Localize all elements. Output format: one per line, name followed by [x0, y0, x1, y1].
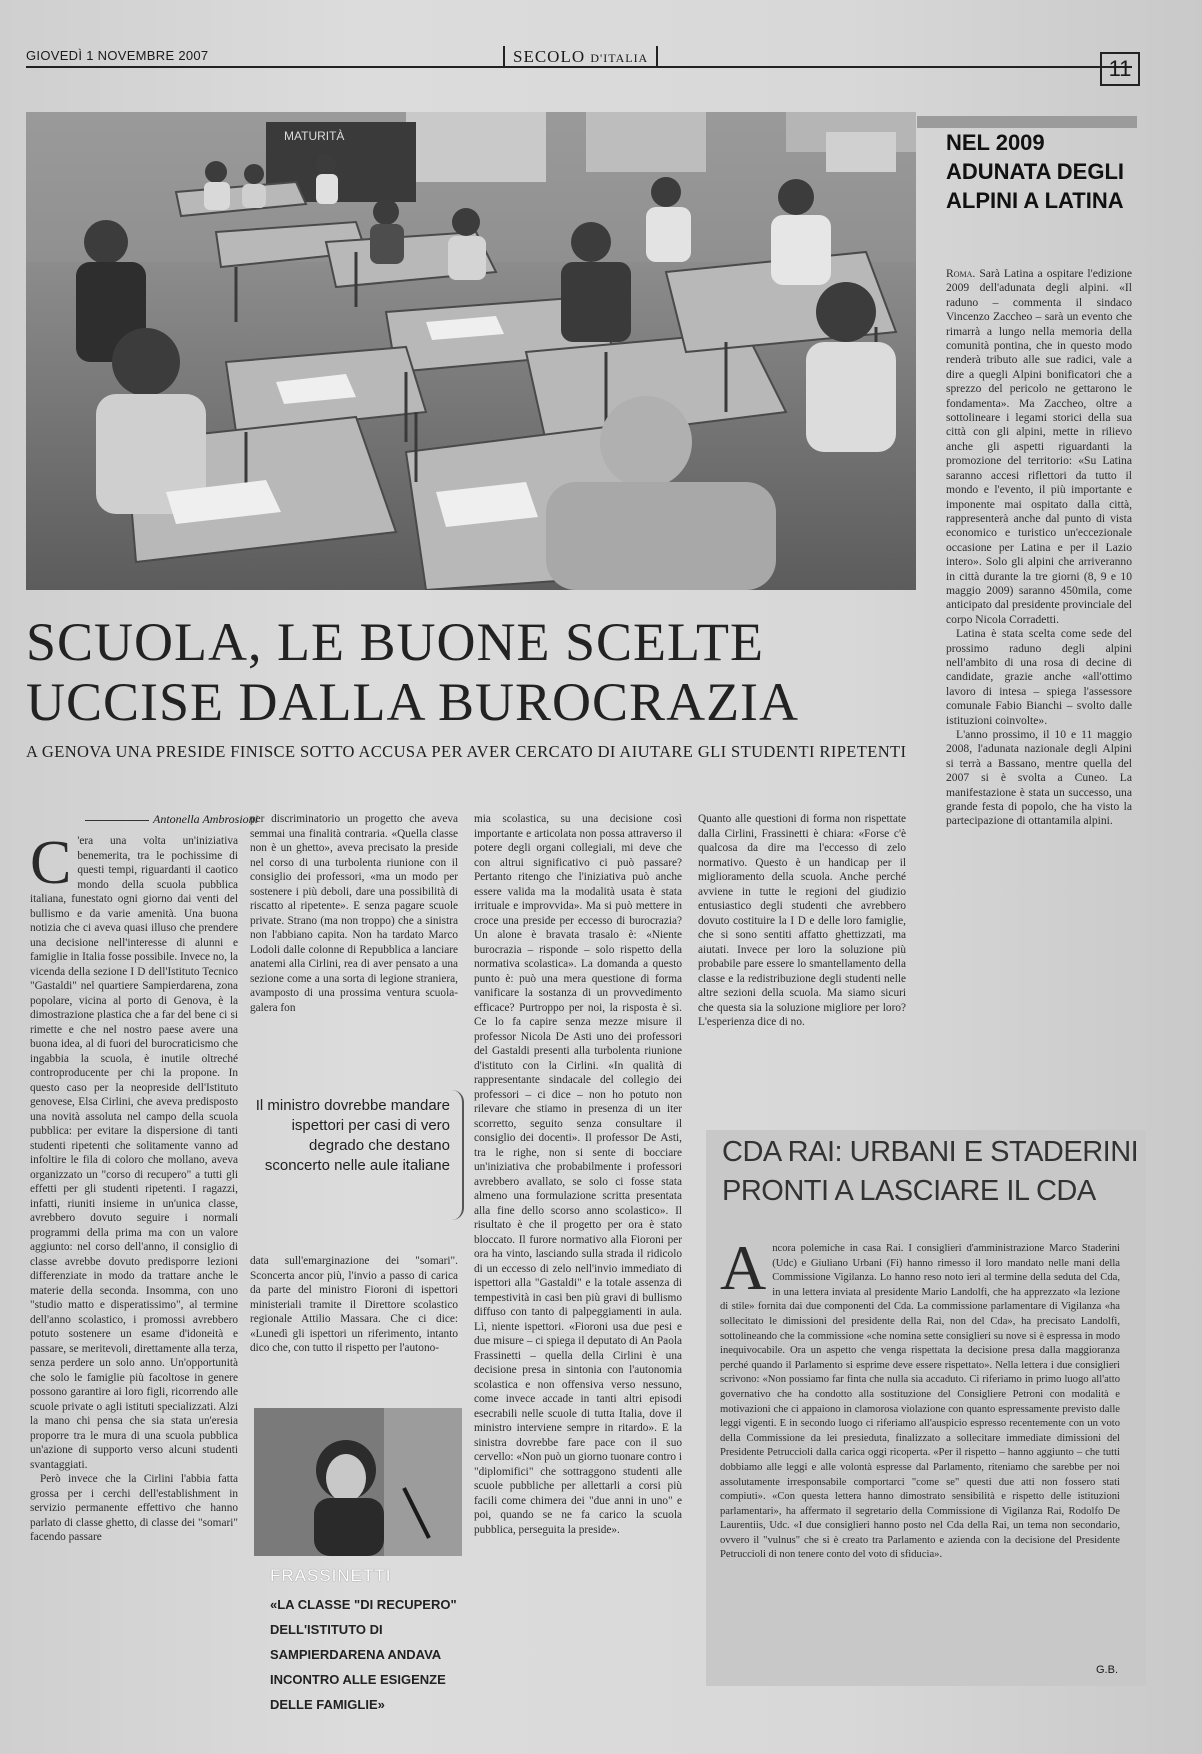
article-col3-text: mia scolastica, su una decisione così importante e articolata non possa attraverso il potere degli organi collegiali, mi deve che con altrui significativo ci può passare? Pertanto ritengo che l'iniziativa può anche essere valida ma la modalità usata è stata irrituale e improvvida». Ma si può mettere in croce una preside per eccesso di burocrazia? Un alone è bravata trasalo è: «Niente burocrazia – risponde – solo rispetto della normativa scolastica». La domanda a questo punto è: può una mera questione di forma vanificare la sostanza di un provvedimento efficace? Purtroppo per noi, la risposta è sì. Ce lo fa capire senza mezze misure il professor Nicola De Asti uno dei professori del Gastaldi presenti alla turbolenta riunione d'istituto con la Cirlini. «In qualità di rappresentante sindacale del collegio dei professori – ci dice – non ho potuto non rilevare che stiamo in presenza di un iter scorretto, seguito senza consultare il consiglio dei docenti». Il professor De Asti, tra le righe, non si sente di bocciare un'iniziativa che probabilmente i professori avrebbero avallato, se solo ci fosse stata almeno una formulazione scritta presentata alla fine dello scorso anno scolastico». Il risultato è che il progetto per ora è stato bloccato. Il furore normativo alla Fioroni per ora ha vinto, lasciando sulla strada il ridicolo di un eccesso di zelo nell'invio immediato di ispettori alla "Gastaldi" e la totale assenza di tempestività in casi ben più gravi di bullismo diffuso con tanto di palpeggiamenti in aula. Lì, niente ispettori. «Fioroni usa due pesi e due misure – ci spiega il deputato di An Paola Frassinetti – quella della Cirlini è una decisione presa in sintonia con l'autonomia scolastica e non offensiva verso nessuno, come invece accade in tanti altri episodi esecrabili nelle scuole di tutta Italia, dove il ministro interviene sempre in ritardo». E la sinistra dovrebbe fare pace con il suo cervello: «Non può un giorno tuonare contro i "diplomifici" che sottraggono studenti alle scuole pubbliche per allettarli a corsi più facili come chimera dei "due anni in uno" e poi, quando se ne fa carico la scuola pubblica, perseguita la preside».: [474, 813, 682, 1536]
page-number: 11: [1100, 52, 1140, 86]
frassinetti-quote: «LA CLASSE "DI RECUPERO" DELL'ISTITUTO DI SAMPIERDARENA ANDAVA INCONTRO ALLE ESIGENZE DELLE FAMIGLIE»: [270, 1597, 457, 1712]
publication-suffix: D'ITALIA: [590, 51, 649, 65]
article-column-2-top: [250, 812, 458, 1015]
byline-name: Antonella Ambrosioni: [153, 812, 258, 826]
pull-quote-bracket: [452, 1090, 464, 1220]
frassinetti-portrait: [254, 1408, 462, 1556]
article-col1-text: 'era una volta un'iniziativa benemerita, tra le pochissime di questi tempi, riguardanti il caotico mondo della scuola pubblica italiana, funestato ogni giorno dai venti del bullismo e da varie amenità. Una buona notizia che ci aveva quasi illuso che prendere una decisione nell'interesse di alunni e famiglie in Italia fosse possibile. Invece no, la vicenda della sezione I D dell'Istituto Tecnico "Gastaldi" nel quartiere Sampierdarena, zona popolare, vicina al porto di Genova, è la dimostrazione plastica che a far del bene ci si rimette e che nel nostro paese avere una buona idea, al di fuori del burocraticismo che ingabbia la scuola, è inutile oltreché controproducente per chi la propone. In questo caso per la neopreside dell'Istituto genovese, Elsa Cirlini, che aveva predisposto una novità assoluta nel campo della scuola pubblica: per evitare la dispersione di tanti studenti ripetenti che solitamente vanno ad infoltire le fila di coloro che mollano, aveva organizzato un "corso di recupero" a tutti gli effetti per gli studenti ripetenti. I ragazzi, infatti, riuniti insieme in un'unica classe, avrebbero dovuto seguire i normali programmi della prima ma con un valore aggiunto: nel corso dell'anno, il consiglio di classe avrebbe dovuto predisporre lezioni differenziate in modo da trattare anche le materie della seconda. Insomma, con uno "studio matto e disperatissimo", al termine dell'anno scolastico, i promossi avrebbero potuto sostenere un esame d'idoneità e passare, se meritevoli, direttamente alla terza, senza perdere un solo anno. Un'opportunità che solo le famiglie più facoltose in genere possono garantire ai loro figli, ricorrendo alle scuole private o agli istituti specializzati. Alzi la mano chi pensa che sia stata un'eresia proporre tra le mura di una scuola pubblica un'azione di supporto verso alcuni studenti svantaggiati.: [30, 835, 238, 1471]
sidebar-article: [946, 267, 1132, 829]
cda-signature: G.B.: [1096, 1664, 1119, 1676]
frassinetti-name: FRASSINETTI: [270, 1566, 392, 1585]
sidebar-text-1: . Sarà Latina a ospitare l'edizione 2009 dell'adunata degli alpini. «Il raduno – commenta il sindaco Vincenzo Zaccheo – sarà un evento che rimarrà a lungo nella memoria della comunità pontina, che in questo modo renderà tributo alle sue radici, vale a dire a quegli Alpini bonificatori che a sprezzo del pericolo ne gettarono le fondamenta». Ma Zaccheo, oltre a sottolineare i legami storici della sua città con gli alpini, mette in rilievo anche gli aspetti riguardanti la promozione del territorio: «Su Latina saranno accesi riflettori da tutto il mondo e l'evento, il più importante e imponente mai ospitato dalla città, rappresenterà anche dal punto di vista economico e turistico un'eccezionale occasione per Latina e per il Lazio intero». Solo gli alpini che arriveranno in città durante la tre giorni (8, 9 e 10 maggio 2009) saranno 450mila, come anticipato dal presidente provinciale del corpo Nicola Corradetti.: [946, 267, 1132, 626]
article-col4-text: Quanto alle questioni di forma non rispettate dalla Cirlini, Frassinetti è chiara: «Forse c'è qualcosa da dire ma l'eccesso di zelo normativo. Questo è un handicap per il miglioramento della scuola. Anche perché avviene in tutte le regioni del giudizio entusiastico degli studenti che avrebbero dovuto costituire la I D e delle loro famiglie, che si sono sentiti affatto ghettizzati, ma aiutati. Invece per loro la soluzione più probabile pare essere lo smantellamento della classe e la redistribuzione degli studenti nelle altre sezioni della scuola. Ma siamo sicuri che questa sia la soluzione migliore per loro? L'esperienza dice di no.: [698, 813, 906, 1028]
article-column-3: [474, 812, 682, 1537]
cda-rai-article: [720, 1232, 1120, 1563]
article-deck: A GENOVA UNA PRESIDE FINISCE SOTTO ACCUSA PER AVER CERCATO DI AIUTARE GLI STUDENTI RIPETENTI: [26, 742, 907, 761]
article-headline: [26, 612, 916, 732]
frassinetti-photo: [254, 1408, 462, 1556]
headline-line-2: UCCISE DALLA BUROCRAZIA: [26, 672, 800, 732]
sidebar-paragraph-2: Latina è stata scelta come sede del prossimo raduno degli alpini nell'ambito di una rosa di decine di candidate, grazie anche «all'ottimo lavoro di intesa – spiega l'assessore comunale Fabio Bianchi – svolto dalle istituzioni coinvolte».: [946, 627, 1132, 727]
sidebar-headline: NEL 2009 ADUNATA DEGLI ALPINI A LATINA: [946, 130, 1125, 213]
classroom-photo: [26, 112, 916, 590]
headline-line-1: SCUOLA, LE BUONE SCELTE: [26, 612, 765, 672]
article-column-1: [30, 829, 238, 1545]
blackboard-text: MATURITÀ: [284, 129, 345, 143]
header-date: GIOVEDÌ 1 NOVEMBRE 2007: [26, 48, 209, 63]
article-dropcap: C: [30, 829, 72, 897]
article-col2-text-b: data sull'emarginazione dei "somari". Sconcerta ancor più, l'invio a passo di carica da parte del ministro Fioroni di ispettori ministeriali tramite il Direttore scolastico regionale Attilio Massara. Che ci dice: «Lunedì gli ispettori un riferimento, intanto dico che, con tutto il rispetto per l'autono-: [250, 1255, 458, 1354]
cda-rai-headline: CDA RAI: URBANI E STADERINI PRONTI A LASCIARE IL CDA: [722, 1136, 1139, 1207]
cda-rai-text: ncora polemiche in casa Rai. I consiglieri d'amministrazione Marco Staderini (Udc) e Giuliano Urbani (Fi) hanno rimesso il loro mandato nelle mani della Commissione Vigilanza. Lo hanno reso noto ieri al termine della seduta del Cda, in una lettera inviata al presidente Mario Landolfi, che ha apprezzato «la lezione di stile» fornita dai due componenti del Cda. La commissione parlamentare di Vigilanza «ha sollecitato le dimissioni del presidente della Rai, non del Cda», ha precisato Landolfi, sottolineando che la commissione «che nomina sette consiglieri su nove si è espressa in modo inequivocabile. Ora un aspetto che venga rispettata la decisione presa dalla maggioranza perché quando il Parlamento si esprime deve essere rispettato». Nella lettera i due consiglieri scrivono: «Non possiamo far finta che nulla sia accaduto. Ci riferiamo in primo luogo all'atto governativo che ha condotto alla sostituzione del Consigliere Petroni con modalità e motivazioni che ci appaiono in clamorosa violazione con quanto espressamente previsto dalle leggi vigenti. E in secondo luogo ci riferiamo all'auspicio espresso recentemente con un voto della Commissione da lei presieduta, finalizzato a sollecitare immediate dimissioni del Presidente Petruccioli dalla carica oggi ricoperta. «Per il rispetto – hanno aggiunto – che tutti dobbiamo alle leggi e alle volontà espresse dal Parlamento, riteniamo che sarebbe per noi assolutamente irresponsabile comportarci "come se" questi due atti non fossero stati compiuti». «Con questa lettera hanno dimostrato sensibilità e rispetto delle istituzioni parlamentari», ha affermato il segretario della Commissione di Vigilanza Rai, Rodolfo De Laurentiis, Udc. «I due consiglieri hanno posto nel Cda della Rai, un tema non secondario, ovvero il "vulnus" che si è creato tra Parlamento e azienda con la decisione del Presidente Petruccioli di non tenere conto del voto di sfiducia».: [720, 1243, 1120, 1561]
classroom-illustration: [26, 112, 916, 590]
pull-quote: Il ministro dovrebbe mandare ispettori per casi di vero degrado che destano sconcerto nelle aule italiane: [255, 1097, 450, 1174]
article-col1-text-b: Però invece che la Cirlini l'abbia fatta grossa per i cerchi dell'establishment in servizio permanente effettivo che hanno parlato di classe ghetto, di classe dei "somari" facendo passare: [30, 1473, 238, 1543]
cda-dropcap: A: [720, 1232, 767, 1303]
sidebar-paragraph-3: L'anno prossimo, il 10 e 11 maggio 2008, l'adunata nazionale degli Alpini si terrà a Bassano, mentre quella del 2007 si è svolta a Cuneo. La manifestazione è stata un successo, una grande festa di popolo, che ha visto la partecipazione di ottantamila alpini.: [946, 728, 1132, 828]
sidebar-dateline: Roma: [946, 267, 973, 280]
article-column-2-bottom: [250, 1254, 458, 1356]
article-column-4: [698, 812, 906, 1030]
article-byline: [68, 812, 258, 827]
publication-title: SECOLO: [513, 47, 586, 66]
publication-name: [503, 46, 658, 68]
sidebar-paragraph-1: [946, 267, 1132, 627]
article-col2-text-a: per discriminatorio un progetto che aveva semmai una finalità contraria. «Quella classe non è un ghetto», aveva precisato la preside nel corso di una turbolenta riunione con il consiglio dei professori, «ma un modo per sostenere i più deboli, dare una possibilità di riscatto al ripetente». E senza pagare scuole private. Strano (ma non troppo) che a sinistra non l'abbiano capita. Non ha tardato Marco Lodoli dalle colonne di Repubblica a lanciare anatemi alla Cirlini, rea di aver pensato a una sezione come a una sorta di legione straniera, avamposto di una prossima ventura scuola-galera fon: [250, 813, 458, 1014]
sidebar-accent-bar: [917, 116, 1137, 128]
